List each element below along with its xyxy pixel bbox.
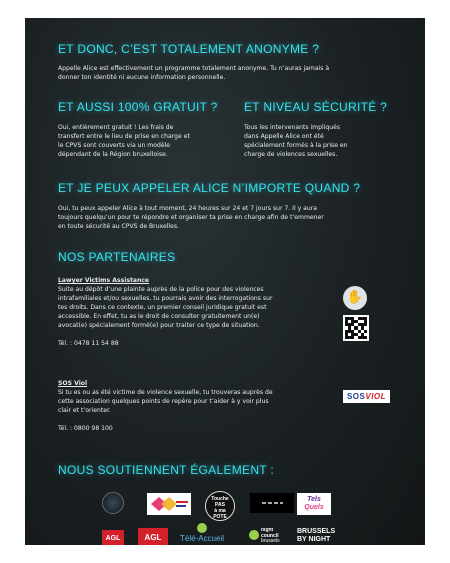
heading-anytime: ET JE PEUX APPELER ALICE N’IMPORTE QUAND ? — [58, 181, 361, 195]
night-council-icon — [249, 530, 259, 540]
heading-free: ET AUSSI 100% GRATUIT ? — [58, 100, 218, 114]
partner-sos — [58, 379, 338, 433]
brussels-by-night-logo: BRUSSELS BY NIGHT — [297, 528, 336, 543]
sos-viol-logo: SOSVIOL — [343, 390, 390, 403]
partner-lva-text: Suite au dépôt d’une plainte auprès de la police pour des violences intrafamiliales et/ou sexuelles, tu pourrais avoir des interrogations sur tes droits. Dans ce contexte, un premier conseil juridique gratuit est accessible. En effet, tu as le droit de consulter gratuitement un(e) avocat(e) spécialement formé(e) pour traiter ce type de situation. — [58, 286, 273, 329]
heading-partners: NOS PARTENAIRES — [58, 250, 176, 264]
text-security: Tous les intervenants impliqués dans Appelle Alice ont été spécialement formés à la prise en charge de violences sexuelles. — [244, 124, 348, 158]
house-logo — [147, 493, 191, 515]
house-logo-icon — [147, 493, 191, 515]
heading-security: ET NIVEAU SÉCURITÉ ? — [244, 100, 388, 114]
flyer-page — [25, 18, 425, 545]
partner-lva — [58, 276, 338, 348]
touche-pas-logo: Touche PAS à ma POTE — [205, 491, 235, 521]
text-anytime: Oui, tu peux appeler Alice à tout moment, 24 heures sur 24 et 7 jours sur 7. Il y aura toujours quelqu’un pour te répondre et organiser ta prise en charge afin de t’emmener en toute sécurité au CPVS de Bruxelles. — [58, 205, 324, 230]
agl-logo-2: AGL — [138, 528, 168, 545]
tels-quels-logo: Tels Quels — [297, 493, 331, 515]
agl-logo-1: AGL — [102, 530, 124, 545]
dark-partner-logo-icon — [250, 493, 294, 513]
partner-sos-phone: Tél. : 0800 98 100 — [58, 425, 113, 432]
dark-partner-logo — [250, 493, 294, 513]
night-council-logo: night council brussels — [249, 528, 291, 545]
globe-logo-icon — [102, 492, 124, 514]
raised-hand-icon: ✋ — [343, 286, 367, 310]
partner-lva-name: Lawyer Victims Assistance — [58, 277, 150, 284]
heading-support: NOUS SOUTIENNENT ÉGALEMENT : — [58, 463, 274, 477]
tele-accueil-logo: Télé-Accueil — [175, 523, 229, 545]
text-free: Oui, entièrement gratuit ! Les frais de transfert entre le lieu de prise en charge et le CPVS sont couverts via un modèle dépendant de la Région bruxelloise. — [58, 124, 190, 158]
text-anonymous: Appelle Alice est effectivement un programme totalement anonyme. Tu n’auras jamais à donner ton identité ni aucune information personnelle. — [58, 65, 330, 81]
heading-anonymous: ET DONC, C’EST TOTALEMENT ANONYME ? — [58, 42, 320, 56]
partner-sos-name: SOS Viol — [58, 380, 88, 387]
tele-accueil-icon — [197, 523, 207, 533]
partner-sos-text: Si tu es ou as été victime de violence sexuelle, tu trouveras auprès de cette association quelques points de repère pour t’aider à y voir plus clair et t’orienter. — [58, 389, 273, 414]
partner-lva-phone: Tél. : 0478 11 54 88 — [58, 340, 119, 347]
qr-code-icon — [343, 315, 369, 341]
